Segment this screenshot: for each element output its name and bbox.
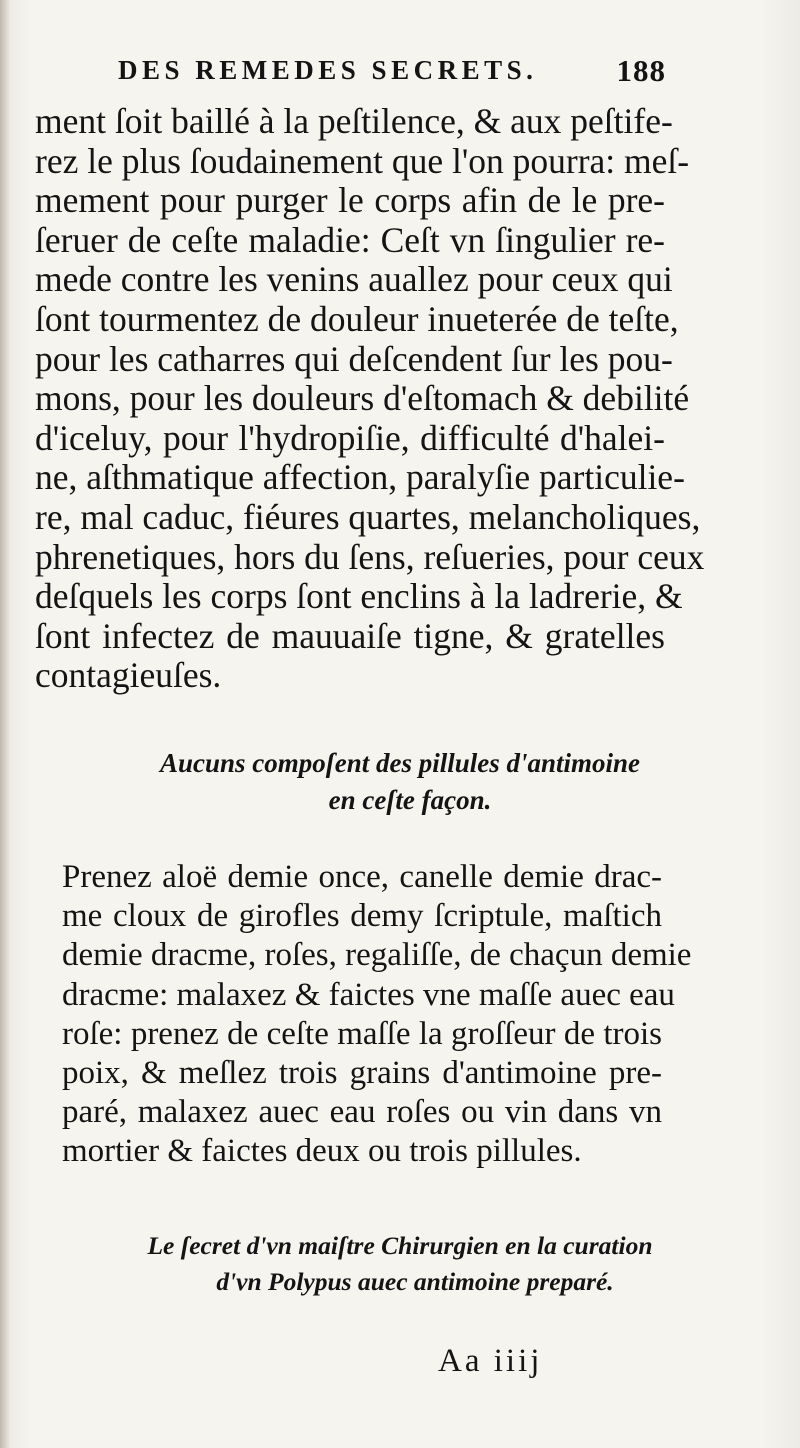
text-line: ſeruer de ceſte maladie: Ceſt vn ſingulier re-	[35, 219, 665, 260]
text-line: me cloux de girofles demy ſcriptule, maſtich	[62, 898, 662, 935]
text-line: pour les catharres qui deſcendent ſur les pou-	[35, 338, 673, 379]
text-line: ment ſoit baillé à la peſtilence, & aux peſtife-	[35, 101, 673, 141]
text-line: mortier & faictes deux ou trois pillules.	[62, 1133, 582, 1170]
heading-line: en ceſte façon.	[328, 785, 492, 815]
heading-line: Le ſecret d'vn maiſtre Chirurgien en la curation	[147, 1231, 653, 1260]
text-line: phrenetiques, hors du ſens, reſueries, pour ceux	[35, 536, 705, 577]
text-line: ſont infectez de mauuaiſe tigne, & gratelles	[35, 615, 665, 656]
signature-mark: Aa iiij	[438, 1343, 543, 1379]
text-line: deſquels les corps ſont enclins à la ladrerie, &	[35, 576, 683, 617]
page-number: 188	[616, 53, 666, 88]
text-line: dracme: malaxez & faictes vne maſſe auec eau	[62, 976, 675, 1013]
section-heading-2	[0, 1228, 800, 1300]
text-line: mement pour purger le corps afin de le pre-	[35, 180, 665, 221]
paragraph-2	[62, 858, 692, 1172]
running-head: DES REMEDES SECRETS.	[118, 55, 538, 85]
section-heading-1	[0, 745, 800, 819]
text-line: ne, aſthmatique affection, paralyſie particulie-	[35, 457, 685, 498]
text-line: roſe: prenez de ceſte maſſe la groſſeur de trois	[62, 1015, 662, 1052]
text-line: demie dracme, roſes, regaliſſe, de chaçun demie	[62, 937, 692, 974]
heading-line: d'vn Polypus auec antimoine preparé.	[216, 1267, 614, 1296]
text-line: d'iceluy, pour l'hydropiſie, difficulté d'halei-	[35, 417, 665, 458]
text-line: rez le plus ſoudainement que l'on pourra: meſ-	[35, 140, 690, 181]
text-line: ſont tourmentez de douleur inueterée de teſte,	[35, 298, 679, 339]
text-line: Prenez aloë demie once, canelle demie drac-	[62, 859, 662, 895]
text-line: paré, malaxez auec eau roſes ou vin dans vn	[62, 1094, 662, 1131]
text-line: mons, pour les douleurs d'eſtomach & debilité	[35, 378, 690, 419]
text-line: mede contre les venins auallez pour ceux qui	[35, 259, 673, 300]
text-line: contagieuſes.	[35, 655, 222, 696]
text-line: re, mal caduc, fiéures quartes, melancholiques,	[35, 496, 701, 537]
text-line: poix, & meſlez trois grains d'antimoine pre-	[62, 1055, 662, 1092]
paragraph-1	[35, 101, 705, 696]
page-header	[118, 55, 666, 95]
heading-line: Aucuns compoſent des pillules d'antimoine	[159, 748, 641, 778]
